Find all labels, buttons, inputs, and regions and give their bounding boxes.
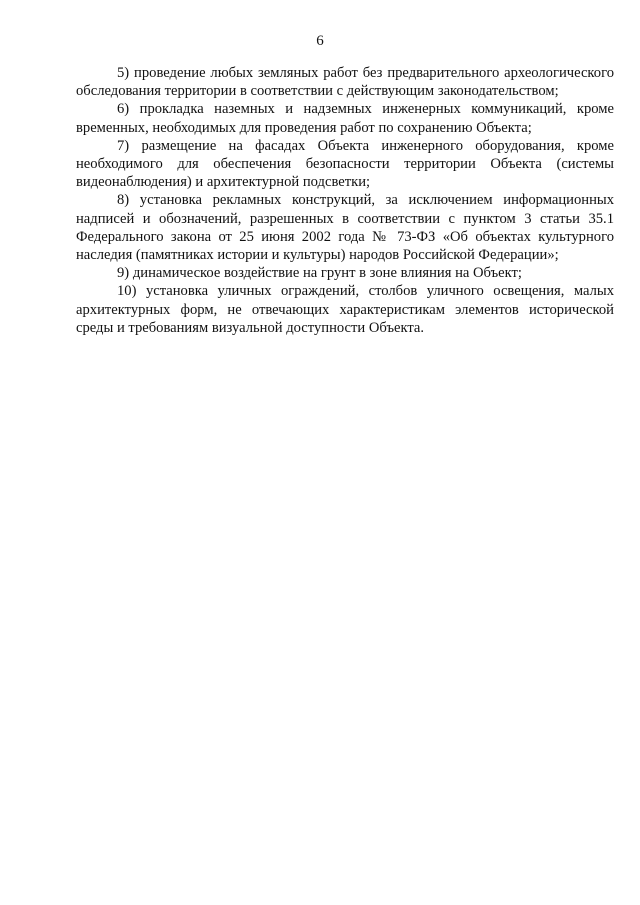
page-number: 6 <box>316 33 324 49</box>
item-text: установка уличных ограждений, столбов уличного освещения, малых архитектурных форм, не отвечающих характеристикам элементов исторической среды и требованиям визуальной доступности Объекта. <box>76 283 614 336</box>
item-text: проведение любых земляных работ без предварительного археологического обследования территории в соответствии с действующим законодательством; <box>76 65 614 100</box>
item-number: 8) <box>117 192 130 209</box>
list-item <box>76 64 614 100</box>
item-text: установка рекламных конструкций, за исключением информационных надписей и обозначений, разрешенных в соответствии с пунктом 3 статьи 35.1 Федерального закона от 25 июня 2002 года № 73-ФЗ «Об объектах культурного наследия (памятниках истории и культуры) народов Российской Федерации»; <box>76 192 614 264</box>
item-number: 10) <box>117 283 137 300</box>
item-text: динамическое воздействие на грунт в зоне влияния на Объект; <box>132 265 522 282</box>
list-item <box>76 191 614 264</box>
list-item <box>76 137 614 192</box>
item-text: прокладка наземных и надземных инженерных коммуникаций, кроме временных, необходимых для проведения работ по сохранению Объекта; <box>76 101 614 136</box>
item-number: 9) <box>117 265 130 282</box>
item-number: 5) <box>117 65 130 81</box>
document-body <box>76 64 614 337</box>
list-item <box>76 100 614 136</box>
item-number: 6) <box>117 101 130 118</box>
item-text: размещение на фасадах Объекта инженерного оборудования, кроме необходимого для обеспечения безопасности территории Объекта (системы видеонаблюдения) и архитектурной подсветки; <box>76 137 615 191</box>
list-item <box>76 264 614 282</box>
list-item <box>76 282 614 337</box>
item-number: 7) <box>117 137 130 154</box>
